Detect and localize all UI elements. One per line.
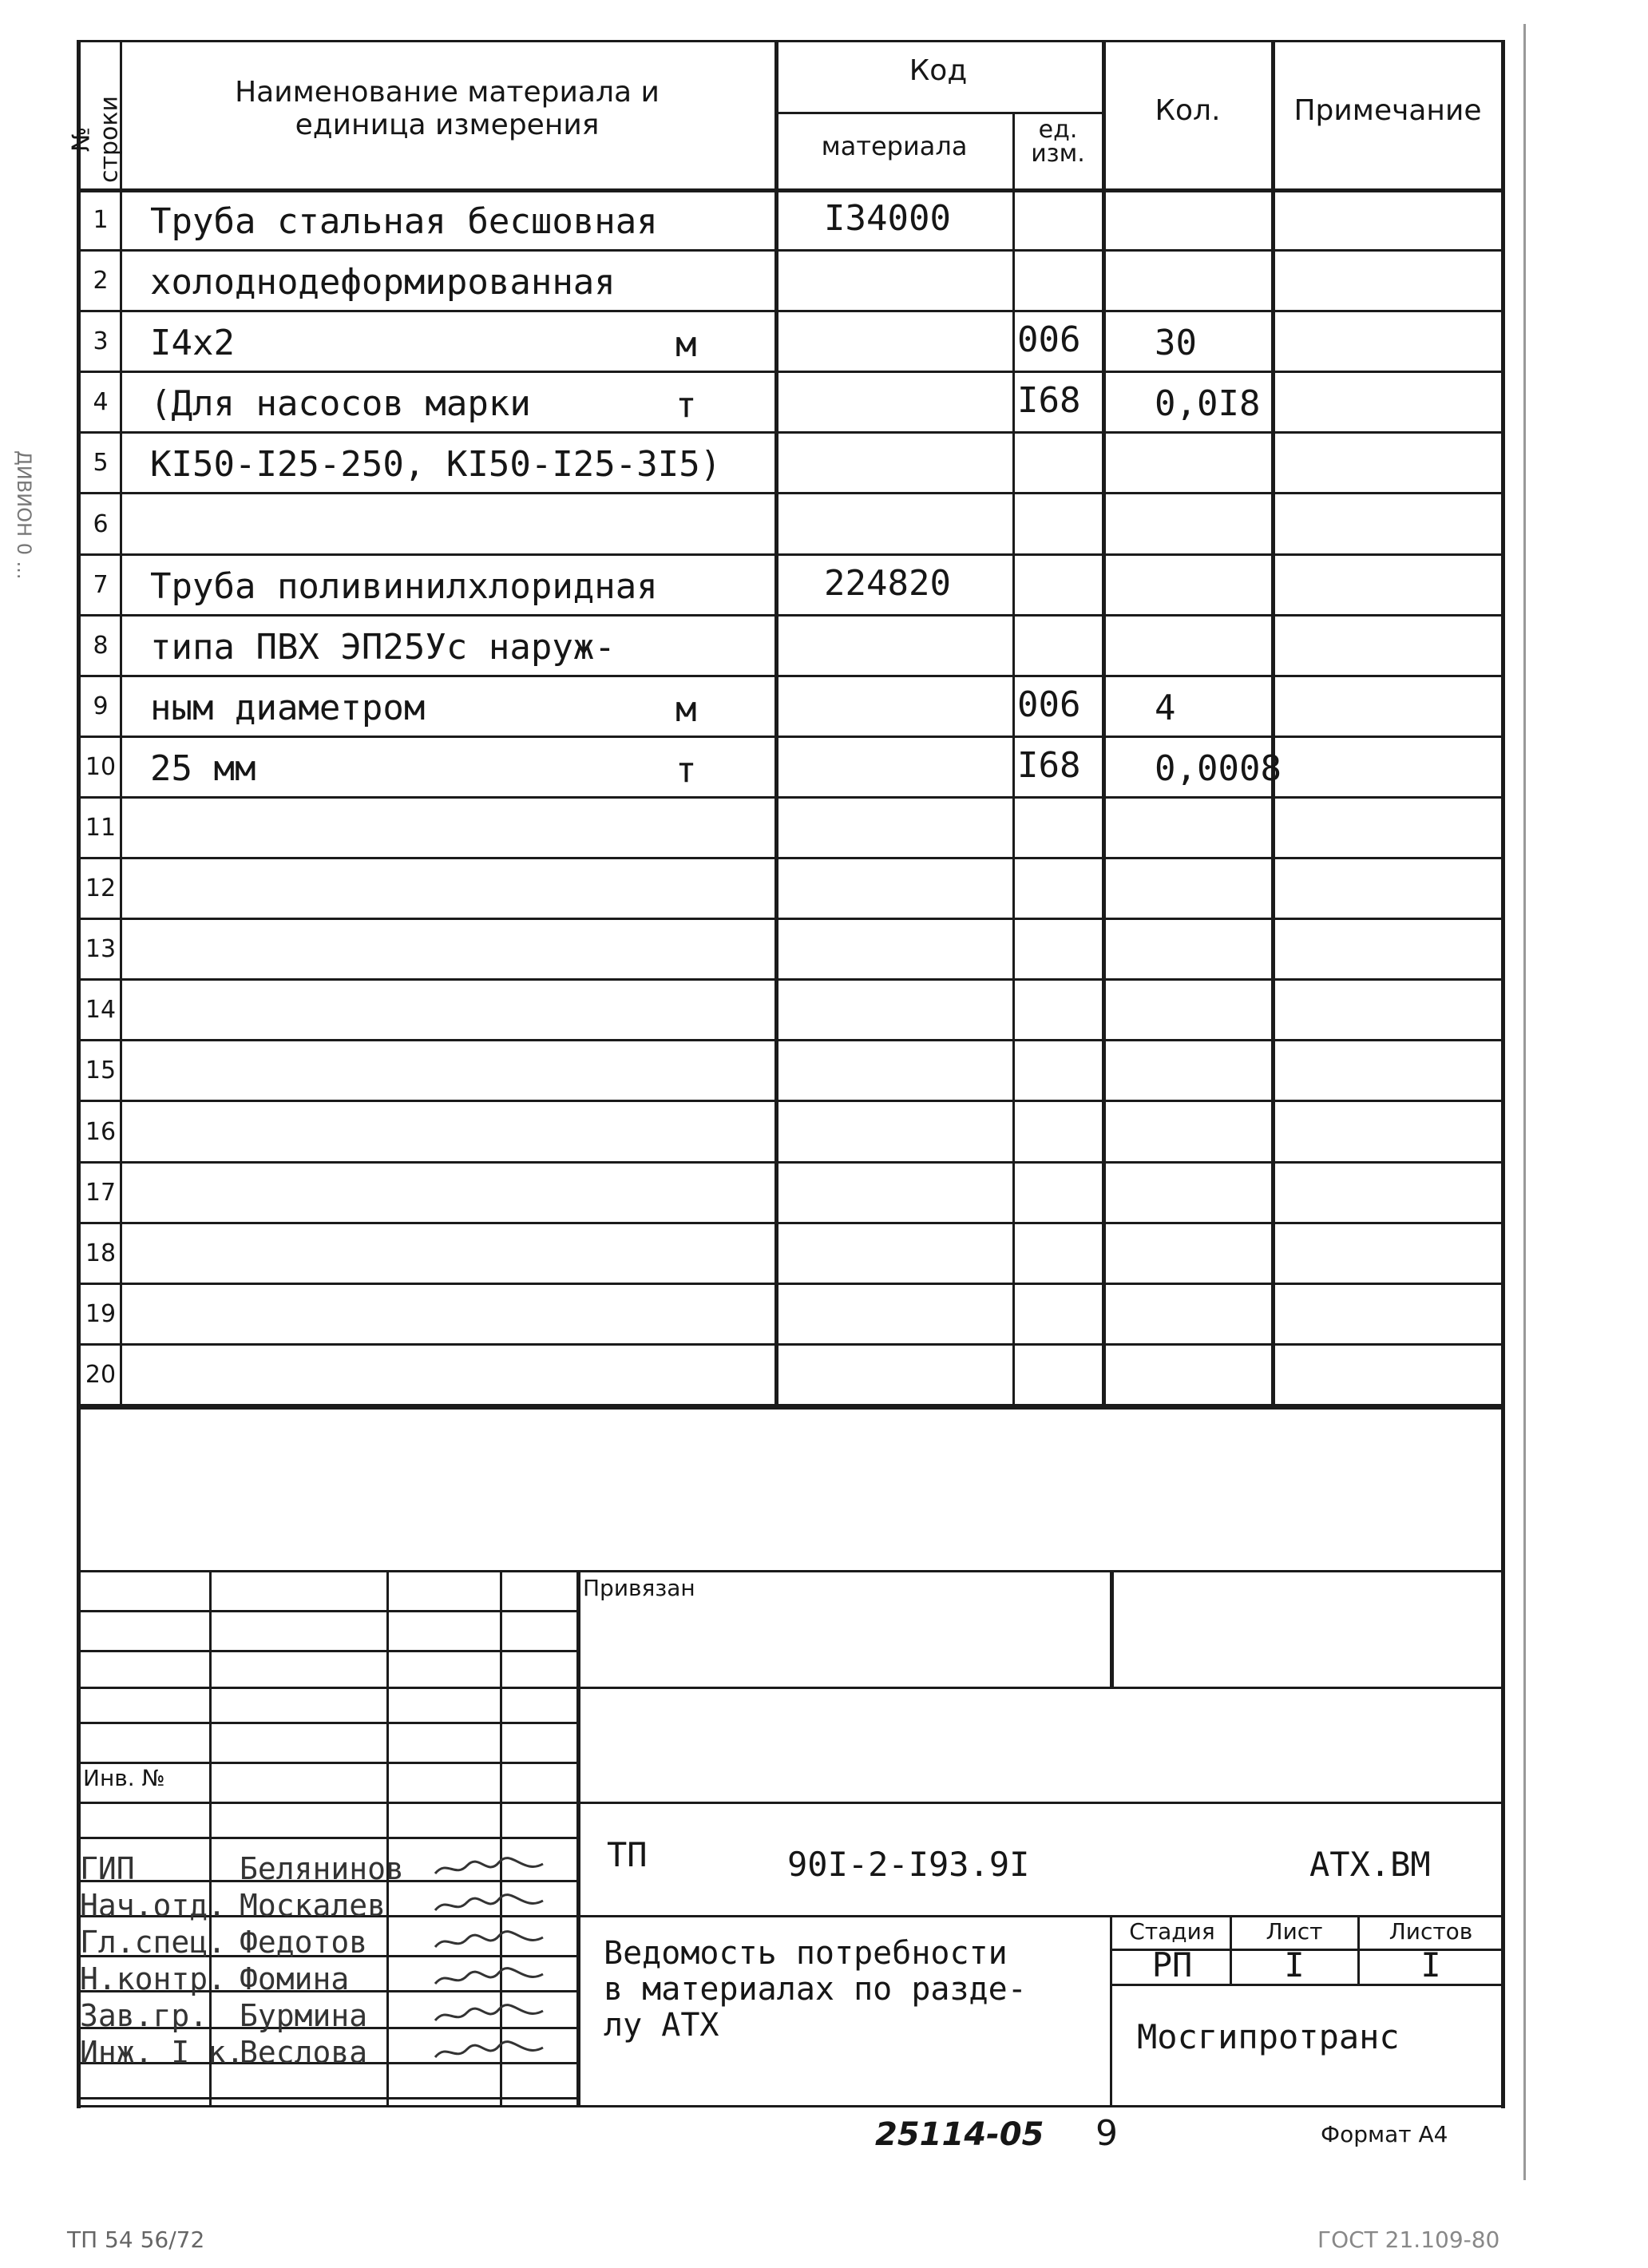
quantity: 0,0I8: [1155, 383, 1261, 425]
quantity: 30: [1155, 323, 1197, 364]
table-row: [77, 919, 1503, 980]
quantity: 4: [1155, 687, 1176, 728]
archive-number: 25114-05: [875, 2116, 1044, 2153]
row-number: 14: [85, 996, 117, 1025]
table-row: [77, 1163, 1503, 1223]
row-number: 8: [93, 631, 109, 660]
staff-name: Веслова: [240, 2035, 368, 2070]
row-number: 7: [93, 570, 109, 599]
organization: Мосгипротранс: [1137, 2017, 1400, 2056]
material-name: I4x2: [150, 323, 235, 364]
unit: т: [675, 749, 697, 791]
material-name: 25 мм: [150, 747, 256, 789]
staff-role: Нач.отд.: [80, 1888, 227, 1923]
row-number: 11: [85, 814, 117, 842]
unit-code: 006: [1017, 319, 1081, 361]
page-number: 9: [1095, 2113, 1118, 2154]
staff-name: Фомина: [240, 1961, 350, 1996]
row-number: 5: [93, 449, 109, 478]
signature: [431, 1966, 551, 1990]
staff-name: Белянинов: [240, 1851, 404, 1886]
table-row: [77, 616, 1503, 676]
material-name: КI50-I25-250, КI50-I25-3I5): [150, 444, 722, 486]
doc-prefix: ТП: [607, 1835, 648, 1874]
table-row: [77, 251, 1503, 311]
material-code: I34000: [824, 198, 951, 239]
material-code: 224820: [824, 562, 951, 604]
header-code: Код: [909, 54, 968, 87]
row-number: 13: [85, 935, 117, 964]
unit: т: [675, 385, 697, 426]
signature: [431, 1856, 551, 1880]
row-number: 15: [85, 1057, 117, 1085]
header-code-material: материала: [821, 131, 968, 161]
table-row: [77, 798, 1503, 858]
sheet-value: I: [1284, 1945, 1305, 1985]
privyazan-label: Привязан: [583, 1575, 695, 1601]
unit: м: [675, 324, 697, 366]
material-name: холоднодеформированная: [150, 262, 616, 303]
row-number: 6: [93, 510, 109, 538]
staff-role: ГИП: [80, 1851, 135, 1886]
staff-name: Бурмина: [240, 1998, 368, 2033]
sheets-label: Листов: [1389, 1918, 1473, 1945]
quantity: 0,0008: [1155, 747, 1282, 789]
table-row: [77, 1345, 1503, 1406]
table-row: [77, 737, 1503, 798]
unit-code: 006: [1017, 684, 1081, 725]
header-note: Примечание: [1293, 94, 1482, 127]
bottom-left-stamp: ТП 54 56/72: [67, 2226, 205, 2253]
bottom-right-stamp: ГОСТ 21.109-80: [1317, 2226, 1500, 2253]
table-row: [77, 433, 1503, 494]
inventory-number-label: Инв. №: [83, 1765, 165, 1791]
header-name: Наименование материала и единица измерения: [235, 76, 660, 142]
table-row: [77, 1102, 1503, 1163]
row-number: 18: [85, 1239, 117, 1267]
table-row: [77, 676, 1503, 737]
signature: [431, 1893, 551, 1917]
table-row: [77, 311, 1503, 372]
table-row: [77, 555, 1503, 616]
row-number: 4: [93, 388, 109, 417]
staff-role: Инж. I к.: [80, 2035, 244, 2070]
table-row: [77, 858, 1503, 919]
row-number: 1: [93, 206, 109, 234]
sheet-label: Лист: [1266, 1918, 1323, 1945]
unit: м: [675, 688, 697, 730]
table-row: [77, 494, 1503, 555]
doc-suffix: АТХ.ВМ: [1309, 1845, 1431, 1884]
sheets-value: I: [1420, 1945, 1441, 1985]
row-number: 2: [93, 267, 109, 295]
signature: [431, 1929, 551, 1953]
row-number: 19: [85, 1299, 117, 1328]
table-row: [77, 1041, 1503, 1101]
side-margin-text: ДИВИОН 0 ...: [13, 450, 35, 580]
table-row: [77, 980, 1503, 1041]
row-number: 10: [85, 752, 117, 781]
material-name: Труба стальная бесшовная: [150, 201, 658, 242]
row-number: 16: [85, 1117, 117, 1146]
staff-name: Федотов: [240, 1925, 368, 1960]
header-row-no: № строки: [67, 96, 123, 183]
material-name: Труба поливинилхлоридная: [150, 565, 658, 607]
doc-title: Ведомость потребности в материалах по разде- лу АТХ: [604, 1935, 1027, 2044]
staff-name: Москалев: [240, 1888, 386, 1923]
unit-code: I68: [1017, 744, 1081, 786]
staff-role: Н.контр.: [80, 1961, 227, 1996]
table-row: [77, 1284, 1503, 1345]
row-number: 9: [93, 692, 109, 720]
row-number: 12: [85, 874, 117, 903]
table-row: [77, 190, 1503, 251]
stage-value: РП: [1151, 1945, 1193, 1985]
staff-role: Гл.спец.: [80, 1925, 227, 1960]
table-row: [77, 1223, 1503, 1284]
row-number: 3: [93, 327, 109, 356]
header-code-unit: ед. изм.: [1031, 116, 1085, 168]
header-qty: Кол.: [1155, 94, 1221, 127]
material-name: типа ПВХ ЭП25Ус наруж-: [150, 626, 616, 668]
material-name: (Для насосов марки: [150, 383, 531, 425]
doc-number: 90I-2-I93.9I: [787, 1845, 1030, 1884]
format-label: Формат А4: [1321, 2121, 1448, 2147]
table-row: [77, 372, 1503, 433]
stage-label: Стадия: [1129, 1918, 1215, 1945]
row-number: 17: [85, 1178, 117, 1207]
material-name: ным диаметром: [150, 687, 426, 728]
unit-code: I68: [1017, 380, 1081, 422]
signature: [431, 2003, 551, 2027]
staff-role: Зав.гр.: [80, 1998, 208, 2033]
signature: [431, 2040, 551, 2064]
row-number: 20: [85, 1360, 117, 1389]
